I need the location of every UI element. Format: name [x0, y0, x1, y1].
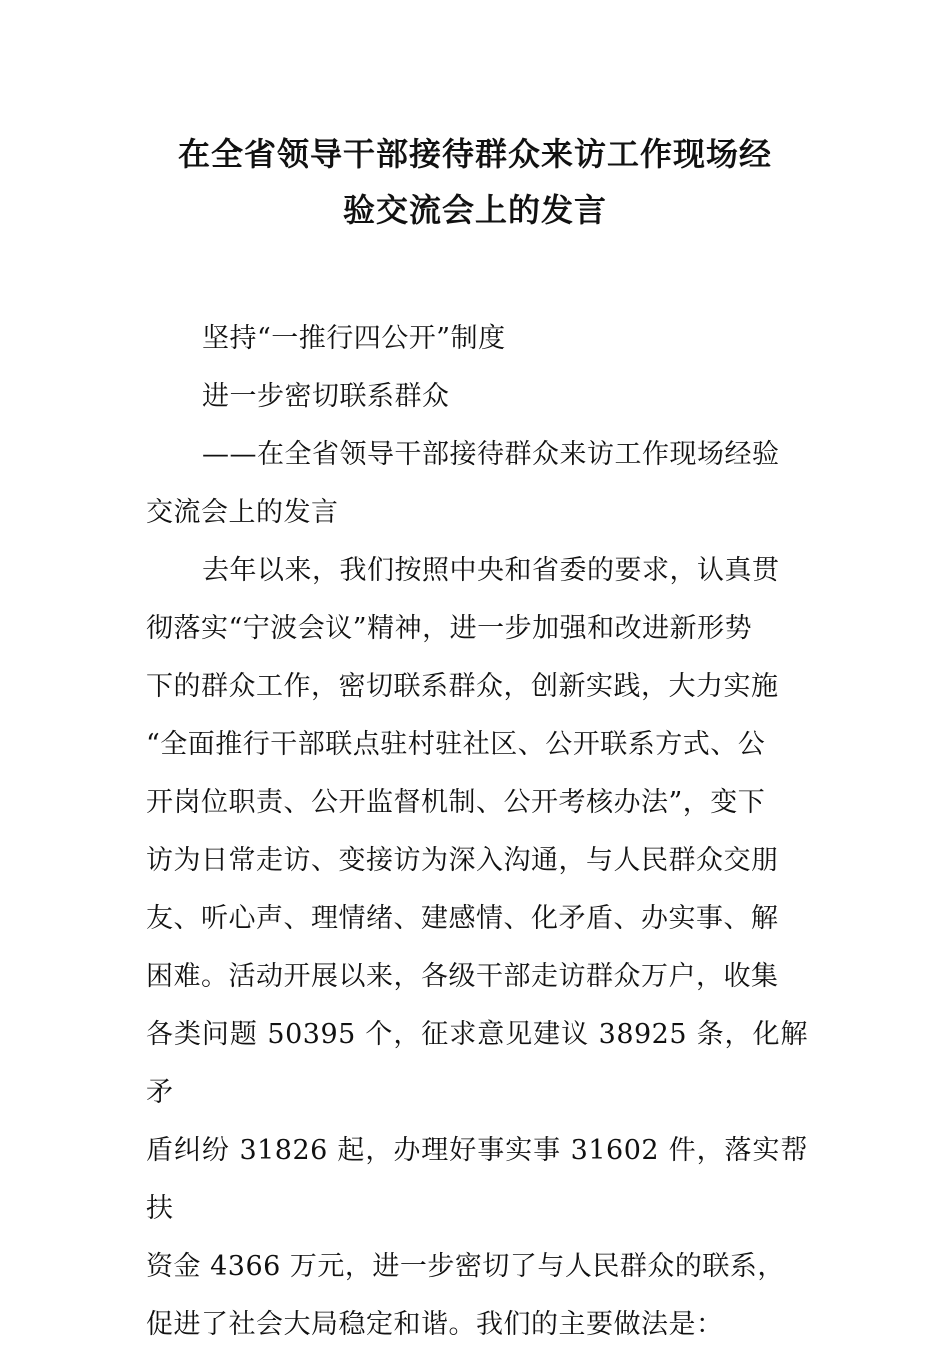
paragraph-line: “全面推行干部联点驻村驻社区、公开联系方式、公: [146, 729, 766, 760]
paragraph-line: 下的群众工作，密切联系群众，创新实践，大力实施: [146, 671, 779, 702]
paragraph-line: 盾纠纷 31826 起，办理好事实事 31602 件，落实帮扶: [146, 1135, 808, 1224]
title-line-1: 在全省领导干部接待群众来访工作现场经: [177, 135, 772, 173]
paragraph-line: 资金 4366 万元，进一步密切了与人民群众的联系，: [146, 1251, 785, 1282]
document-body: [146, 310, 808, 1354]
paragraph-line: 各类问题 50395 个，征求意见建议 38925 条，化解矛: [146, 1019, 808, 1108]
document-title: [0, 126, 950, 238]
byline-line-1: ——在全省领导干部接待群众来访工作现场经验: [202, 439, 780, 470]
paragraph-line: 开岗位职责、公开监督机制、公开考核办法”，变下: [146, 787, 766, 818]
paragraph-line: 友、听心声、理情绪、建感情、化矛盾、办实事、解: [146, 903, 779, 934]
paragraph-line: 彻落实“宁波会议”精神，进一步加强和改进新形势: [146, 613, 753, 644]
subtitle-1: 坚持“一推行四公开”制度: [202, 323, 506, 354]
byline-line-2: 交流会上的发言: [146, 497, 339, 528]
paragraph-line: 促进了社会大局稳定和谐。我们的主要做法是：: [146, 1309, 724, 1340]
subtitle-2: 进一步密切联系群众: [202, 381, 450, 412]
paragraph-line: 去年以来，我们按照中央和省委的要求，认真贯: [202, 555, 780, 586]
paragraph-line: 访为日常走访、变接访为深入沟通，与人民群众交朋: [146, 845, 779, 876]
title-line-2: 验交流会上的发言: [342, 191, 607, 229]
paragraph-line: 困难。活动开展以来，各级干部走访群众万户，收集: [146, 961, 779, 992]
